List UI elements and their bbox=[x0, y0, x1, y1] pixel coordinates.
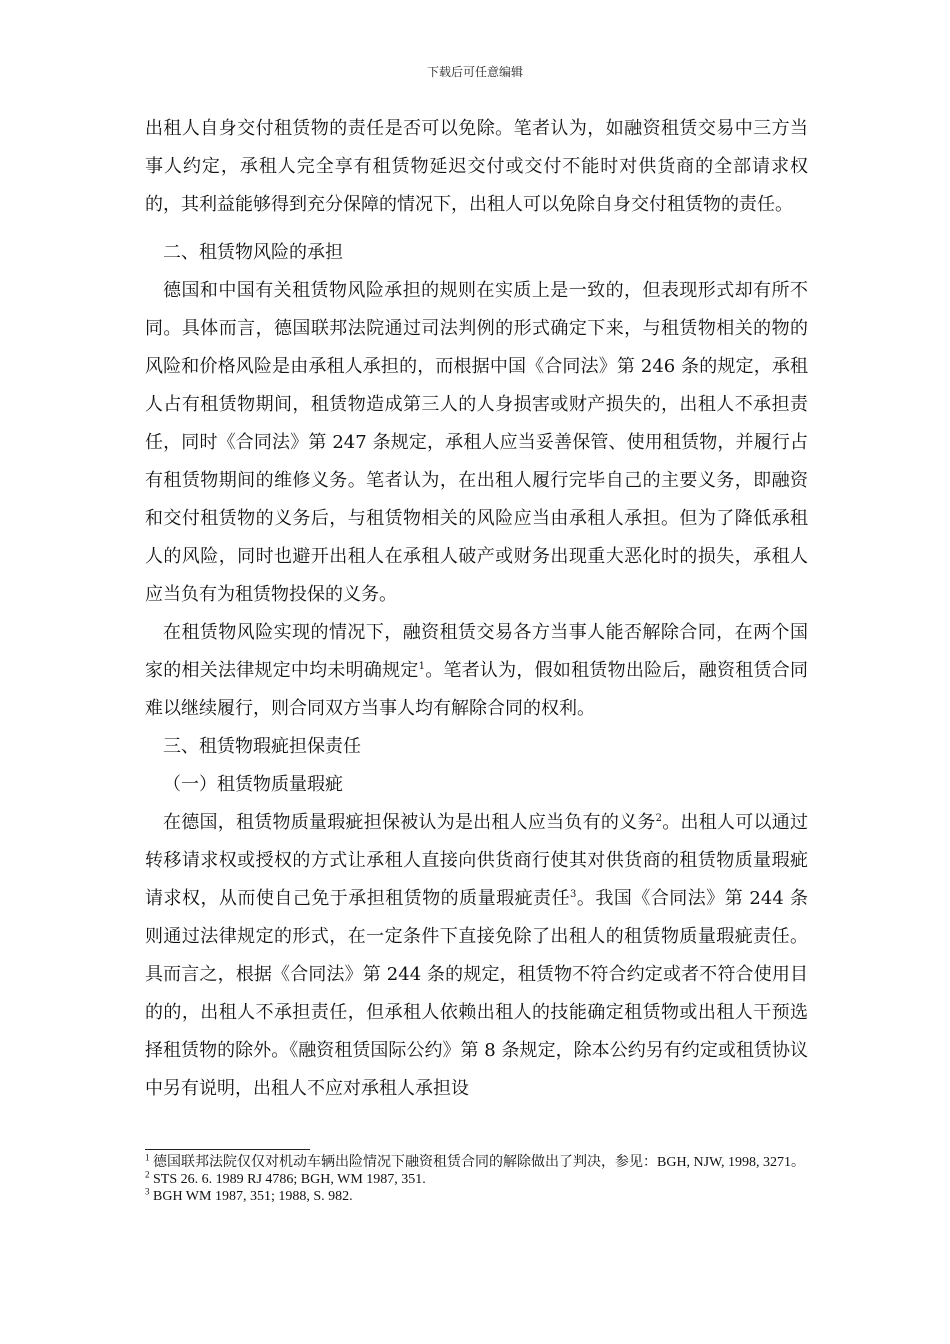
footnotes bbox=[145, 1154, 808, 1205]
footnote-ref-3[interactable]: 3 bbox=[570, 889, 577, 900]
footnote-ref-1[interactable]: 1 bbox=[418, 661, 425, 672]
page-header: 下载后可任意编辑 bbox=[426, 65, 523, 79]
subsection-heading-quality: （一）租赁物质量瑕疵 bbox=[163, 774, 343, 795]
footnote-1: $^1$ 德国联邦法院仅仅对机动车辆出险情况下融资租赁合同的解除做出了判决，参见：BGH, NJW, 1998, 3271。 bbox=[145, 1152, 806, 1170]
paragraph-risk: 德国和中国有关租赁物风险承担的规则在实质上是一致的，但表现形式却有所不同。具体而言，德国联邦法院通过司法判例的形式确定下来，与租赁物相关的物的风险和价格风险是由承租人承担的，而根据中国《合同法》第 246 条的规定，承租人占有租赁物期间，租赁物造成第三人的人身损害或财产损失的，出租人不承担责任，同时《合同法》第 247 条规定，承租人应当妥善保管、使用租赁物，并履行占有租赁物期间的维修义务。笔者认为，在出租人履行完毕自己的主要义务，即融资和交付租赁物的义务后，与租赁物相关的风险应当由承租人承担。但为了降低承租人的风险，同时也避开出租人在承租人破产或财务出现重大恶化时的损失，承租人应当负有为租赁物投保的义务。 bbox=[145, 280, 808, 605]
section-heading-warranty: 三、租赁物瑕疵担保责任 bbox=[163, 736, 361, 757]
footnote-ref-2[interactable]: 2 bbox=[655, 813, 663, 824]
paragraph-quality-defect: 在德国，租赁物质量瑕疵担保被认为是出租人应当负有的义务$^2$。出租人可以通过转移请求权或授权的方式让承租人直接向供货商行使其对供货商的租赁物质量瑕疵请求权，从而使自己免于承担租赁物的质量瑕疵责任$^3$。我国《合同法》第 244 条则通过法律规定的形式，在一定条件下直接免除了出租人的租赁物质量瑕疵责任。具而言之，根据《合同法》第 244 条的规定，租赁物不符合约定或者不符合使用目的的，出租人不承担责任，但承租人依赖出租人的技能确定租赁物或出租人干预选择租赁物的除外。《融资租赁国际公约》第 8 条规定，除本公约另有约定或租赁协议中另有说明，出租人不应对承租人承担设 bbox=[145, 812, 809, 1099]
footnote-separator bbox=[145, 1149, 310, 1150]
document-body bbox=[145, 110, 808, 1108]
footnote-3: $^3$ BGH WM 1987, 351; 1988, S. 982. bbox=[145, 1186, 353, 1204]
paragraph-continuation: 出租人自身交付租赁物的责任是否可以免除。笔者认为，如融资租赁交易中三方当事人约定，承租人完全享有租赁物延迟交付或交付不能时对供货商的全部请求权的，其利益能够得到充分保障的情况下，出租人可以免除自身交付租赁物的责任。 bbox=[145, 118, 808, 215]
paragraph-termination: 在租赁物风险实现的情况下，融资租赁交易各方当事人能否解除合同，在两个国家的相关法律规定中均未明确规定$^1$。笔者认为，假如租赁物出险后，融资租赁合同难以继续履行，则合同双方当事人均有解除合同的权利。 bbox=[145, 622, 808, 719]
footnote-2: $^2$ STS 26. 6. 1989 RJ 4786; BGH, WM 1987, 351. bbox=[145, 1169, 426, 1187]
section-heading-risk: 二、租赁物风险的承担 bbox=[163, 242, 343, 263]
